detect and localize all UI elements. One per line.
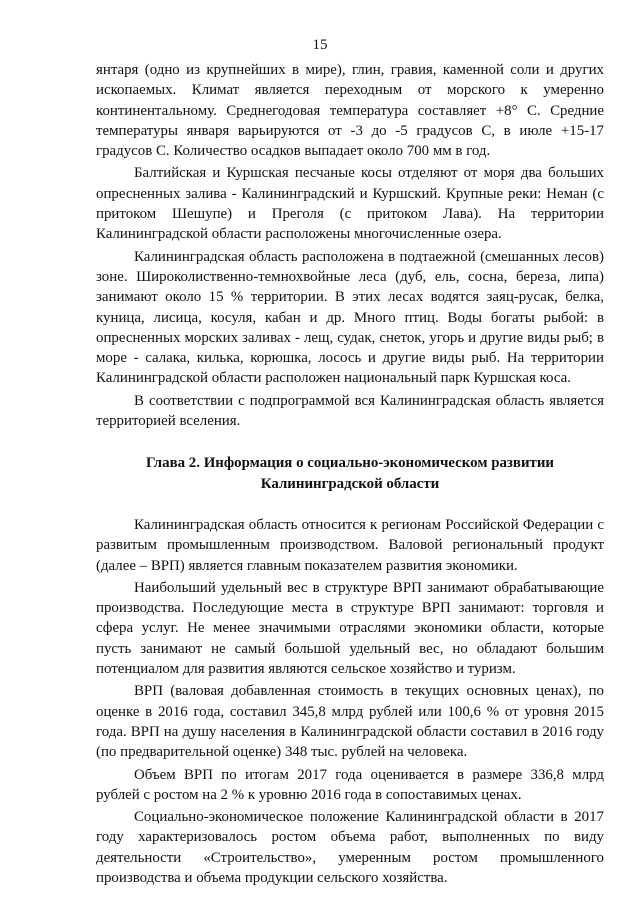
paragraph-grp-structure: Наибольший удельный вес в структуре ВРП занимают обрабатывающие производства. Последующие места в структуре ВРП занимают: торговля и сфера услуг. Не менее значимыми отраслями экономики области, которые пусть занимают не самый большой удельный вес, но обладают большим потенциалом для развития являются сельское хозяйство и туризм. [96, 579, 604, 678]
chapter-heading-line1: Глава 2. Информация о социально-экономическом развитии [146, 455, 554, 472]
paragraph-grp-2017: Объем ВРП по итогам 2017 года оценивается в размере 336,8 млрд рублей с ростом на 2 % к уровню 2016 года в сопоставимых ценах. [96, 766, 604, 803]
paragraph-spits-rivers: Балтийская и Куршская песчаные косы отделяют от моря два больших опресненных залива - Калининградский и Куршский. Крупные реки: Неман (с притоком Шешупе) и Преголя (с притоком Лава). На территории Калининградской области расположены многочисленные озера. [96, 165, 604, 243]
chapter-heading-line2: Калининградской области [260, 475, 440, 492]
document-body [96, 60, 604, 888]
paragraph-climate: янтаря (одно из крупнейших в мире), глин, гравия, каменной соли и других ископаемых. Климат является переходным от морского к умеренно континентальному. Среднегодовая температура составляет +8° С. Средние температуры января варьируются от -3 до -5 градусов С, в июле +15-17 градусов С. Количество осадков выпадает около 700 мм в год. [96, 62, 604, 160]
paragraph-forests-fauna: Калининградская область расположена в подтаежной (смешанных лесов) зоне. Широколиственно-темнохвойные леса (дуб, ель, сосна, береза, липа) занимают около 15 % территории. В этих лесах водятся заяц-русак, белка, куница, лисица, косуля, кабан и др. Много птиц. Воды богаты рыбой: в опресненных морских заливах - лещ, судак, снеток, угорь и другие виды рыб; в море - салака, килька, корюшка, лосось и другие виды рыб. На территории Калининградской области расположен национальный парк Куршская коса. [96, 248, 604, 387]
page-number: 15 [312, 37, 328, 53]
paragraph-grp-2016: ВРП (валовая добавленная стоимость в текущих основных ценах), по оценке в 2016 года, составил 345,8 млрд рублей или 100,6 % от уровня 2015 года. ВРП на душу населения в Калининградской области составил в 2016 году (по предварительной оценке) 348 тыс. рублей на человека. [96, 683, 604, 761]
paragraph-industrial-region: Калининградская область относится к регионам Российской Федерации с развитым промышленным производством. Валовой региональный продукт (далее – ВРП) является главным показателем развития экономики. [96, 516, 604, 574]
paragraph-resettlement: В соответствии с подпрограммой вся Калининградская область является территорией вселения. [96, 392, 604, 430]
chapter-heading [96, 453, 604, 494]
paragraph-socio-economic-2017: Социально-экономическое положение Калининградской области в 2017 году характеризовалось ростом объема работ, выполненных по виду деятельности «Строительство», умеренным ростом промышленного производства и объема продукции сельского хозяйства. [96, 809, 604, 886]
